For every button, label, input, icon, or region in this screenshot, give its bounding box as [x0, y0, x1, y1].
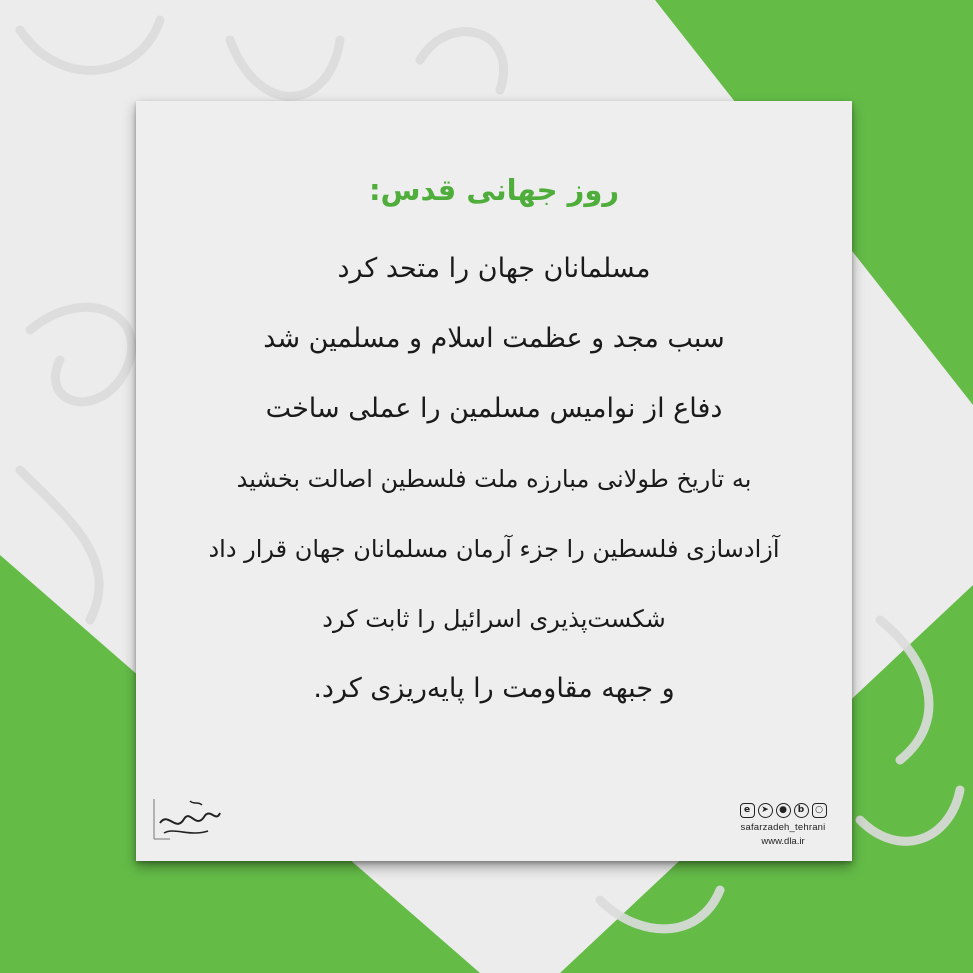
social-handle[interactable]: safarzadeh_tehrani	[740, 822, 826, 833]
poster-line: سبب مجد و عظمت اسلام و مسلمین شد	[263, 323, 725, 354]
poster-line: دفاع از نوامیس مسلمین را عملی ساخت	[265, 393, 723, 424]
telegram-icon[interactable]: ➤	[758, 803, 773, 818]
poster-lines	[136, 246, 852, 736]
social-icons	[728, 803, 838, 818]
poster-line: آزادسازی فلسطین را جزء آرمان مسلمانان جهان قرار داد	[208, 535, 780, 563]
poster-line: به تاریخ طولانی مبارزه ملت فلسطین اصالت بخشید	[236, 465, 752, 493]
location-icon[interactable]: ●	[776, 803, 791, 818]
calligraphy-signature-logo	[150, 793, 226, 845]
eitaa-icon[interactable]: e	[740, 803, 755, 818]
poster-line: مسلمانان جهان را متحد کرد	[337, 253, 651, 284]
poster-line: و جبهه مقاومت را پایه‌ریزی کرد.	[313, 673, 675, 704]
poster-line: شکست‌پذیری اسرائیل را ثابت کرد	[322, 605, 666, 633]
quote-card	[136, 101, 852, 861]
website-link[interactable]: www.dla.ir	[761, 836, 805, 847]
social-footer	[728, 803, 838, 847]
instagram-icon[interactable]: ○	[812, 803, 827, 818]
bale-icon[interactable]: b	[794, 803, 809, 818]
poster-title: روز جهانی قدس:	[368, 173, 620, 207]
